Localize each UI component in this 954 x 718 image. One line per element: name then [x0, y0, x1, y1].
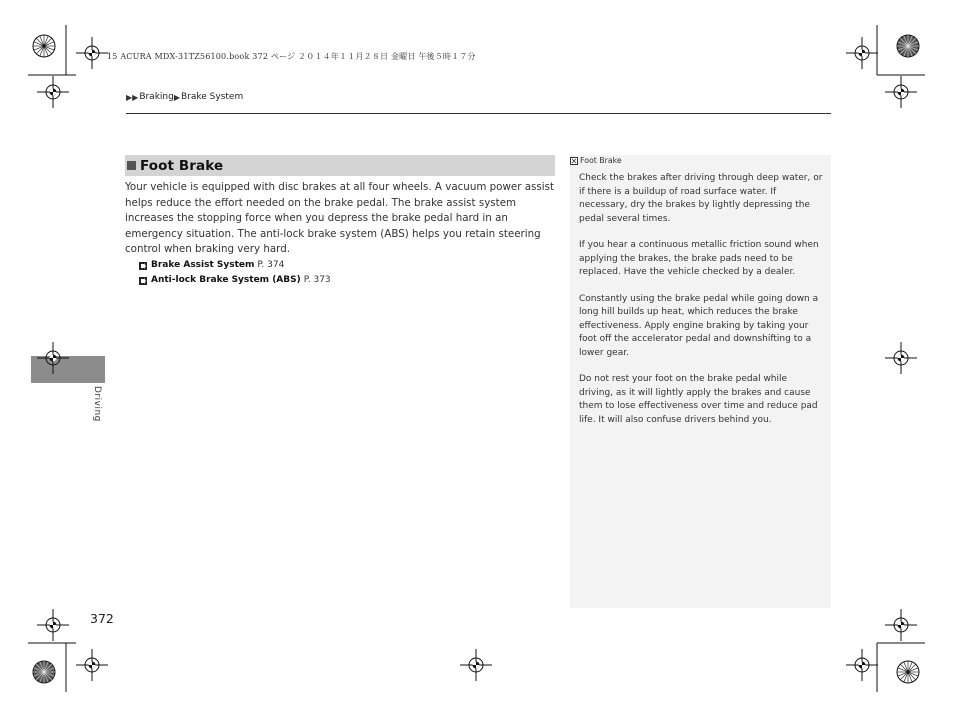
crosshair-registration-mark-icon	[885, 609, 917, 641]
page-number: 372	[90, 611, 114, 626]
color-rosette-mark-icon	[897, 661, 919, 683]
sidebar-paragraph: Check the brakes after driving through deep water, or if there is a buildup of road surface water. If necessary, dry the brakes by lightly depressing the pedal several times.	[579, 173, 823, 224]
sidebar-paragraph: Do not rest your foot on the brake pedal while driving, as it will lightly apply the brakes and cause them to lose effectiveness over time and reduce pad life. It will also confuse drivers behind you.	[579, 374, 818, 425]
print-header: 15 ACURA MDX-31TZ56100.book 372 ページ ２０１４年１１月２８日 金曜日 午後５時１７分	[107, 52, 476, 61]
crosshair-registration-mark-icon	[76, 37, 108, 69]
crosshair-registration-mark-icon	[846, 649, 878, 681]
breadcrumb-arrow-icon: ▶▶	[126, 92, 139, 102]
crosshair-registration-mark-icon	[76, 649, 108, 681]
sidebar-paragraph: If you hear a continuous metallic friction sound when applying the brakes, the brake pads need to be replaced. Have the vehicle checked by a dealer.	[579, 240, 819, 277]
crosshair-registration-mark-icon	[37, 342, 69, 374]
chapter-label: Driving	[92, 386, 102, 422]
reference-link-brake-assist[interactable]: Brake Assist System	[151, 260, 255, 270]
crosshair-registration-mark-icon	[885, 342, 917, 374]
sidebar-paragraph: Constantly using the brake pedal while going down a long hill builds up heat, which reduces the brake effectiveness. Apply engine braking by taking your foot off the accelerator pedal and downshifting to a lower gear.	[579, 293, 819, 358]
section-body-text: Your vehicle is equipped with disc brakes at all four wheels. A vacuum power assist helps reduce the effort needed on the brake pedal. The brake assist system increases the stopping force when you depress the brake pedal hard in an emergency situation. The anti-lock brake system (ABS) helps you retain steering control when braking very hard.	[125, 181, 555, 256]
crosshair-registration-mark-icon	[885, 76, 917, 108]
crosshair-registration-mark-icon	[846, 37, 878, 69]
crosshair-registration-mark-icon	[37, 609, 69, 641]
crosshair-registration-mark-icon	[37, 76, 69, 108]
section-title: Foot Brake	[140, 157, 224, 174]
breadcrumb-link-braking[interactable]: Braking	[139, 92, 174, 102]
color-rosette-mark-icon	[33, 661, 55, 683]
reference-page: P. 374	[257, 260, 285, 270]
color-rosette-mark-icon	[33, 35, 55, 57]
color-rosette-mark-icon	[897, 35, 919, 57]
reference-link-abs[interactable]: Anti-lock Brake System (ABS)	[151, 275, 301, 285]
crosshair-registration-mark-icon	[460, 649, 492, 681]
breadcrumb-current: Brake System	[181, 92, 244, 102]
sidebar-heading-label: Foot Brake	[580, 156, 622, 165]
breadcrumb-arrow-icon: ▶	[173, 92, 180, 102]
reference-page: P. 373	[303, 275, 331, 285]
